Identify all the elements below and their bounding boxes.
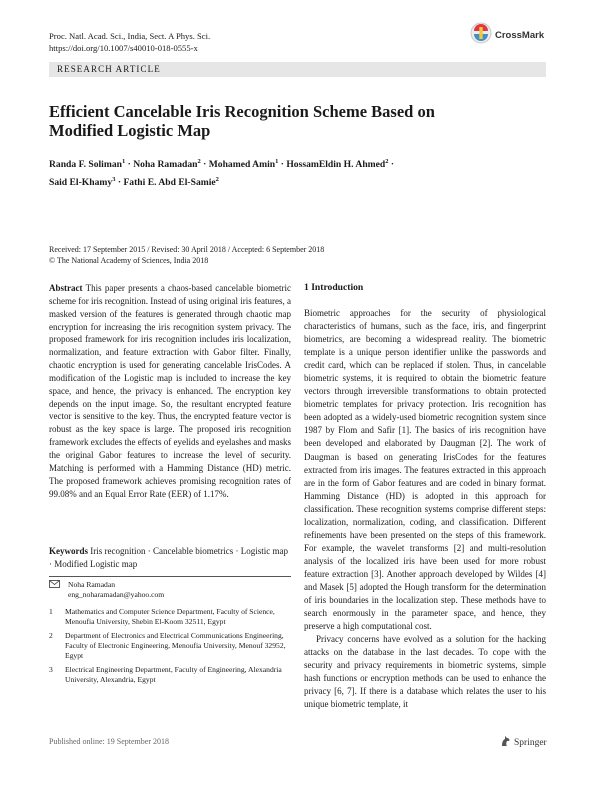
- copyright-line: © The National Academy of Sciences, India 2018: [49, 255, 209, 265]
- author-affiliation-number: 2: [385, 158, 389, 165]
- crossmark-label: CrossMark: [495, 30, 545, 41]
- affiliations: [49, 607, 291, 689]
- affiliation-number: 3: [49, 665, 53, 674]
- journal-header: [49, 30, 210, 54]
- affiliation-text: Mathematics and Computer Science Department, Faculty of Science, Menoufia University, Shebin El-Koom 32511, Egypt: [65, 607, 275, 626]
- corresponding-email[interactable]: eng_noharamadan@yahoo.com: [68, 590, 165, 599]
- springer-horse-icon: [500, 734, 511, 752]
- doi-link[interactable]: https://doi.org/10.1007/s40010-018-0555-x: [49, 43, 198, 53]
- article-type-label: RESEARCH ARTICLE: [57, 64, 161, 74]
- footnote-divider: [49, 576, 291, 577]
- affiliation-number: 1: [49, 607, 53, 616]
- affiliation-item: [49, 665, 291, 685]
- affiliation-text: Department of Electronics and Electrical Communications Engineering, Faculty of Electronic Engineering, Menoufia University, Menouf 32952, Egypt: [65, 631, 286, 660]
- affiliation-item: [49, 607, 291, 627]
- correspondence: [49, 580, 164, 600]
- author-name[interactable]: Mohamed Amin: [208, 159, 276, 171]
- author-name[interactable]: Randa F. Soliman: [49, 159, 122, 171]
- author-affiliation-number: 1: [275, 158, 279, 165]
- crossmark-icon: [470, 22, 492, 49]
- received-revised-accepted: Received: 17 September 2015 / Revised: 30 April 2018 / Accepted: 6 September 2018: [49, 245, 325, 254]
- author-affiliation-number: 3: [112, 176, 116, 184]
- abstract-text: This paper presents a chaos-based cancelable biometric scheme for iris recognition. Instead of using original iris features, a masked version of the features is generated through chaotic map encryption for increasing the iris recognition system privacy. The proposed framework for iris recognition includes iris localization, normalization, and feature extraction with Gabor filter. Finally, chaotic encryption is used for generating cancelable IrisCodes. A modification of the Logistic map is included to increase the key space, and hence, the privacy is enhanced. The encryption key depends on the input image. So, the resultant encrypted feature vector is sensitive to the key. Thus, the encrypted feature vector is robust as the key space is large. The proposed iris recognition framework excludes the effects of eyelids and eyelashes and masks the original Gabor features to increase the level of security. Matching is performed with a Hamming Distance (HD) metric. The proposed framework achieves promising recognition rates of 99.08% and an Equal Error Rate (EER) of 1.17%.: [49, 283, 291, 499]
- publisher-name: Springer: [514, 738, 547, 748]
- keywords-label: Keywords: [49, 546, 88, 556]
- intro-paragraph-1: Biometric approaches for the security of physiological characteristics of humans, such as the face, iris, and fingerprint biometrics, are becoming a widespread reality. The biometric template is a unique person identifier unlike the passwords and credit card, which can be replaced if stolen. Thus, in cancelable biometric systems, it is required to obtain the biometric feature vectors through irreversible transformations to obtain protected biometric templates for privacy protection. Iris recognition has been adopted as a widely-used biometric recognition system since 1987 by Flom and Safir [1]. The basics of iris recognition have been developed and elaborated by Daugman [2]. The work of Daugman is based on generating IrisCodes for the features extracted from iris images. The features extracted in this approach are in the form of Gabor features and are coded in binary format. Hamming Distance (HD) is adopted in this approach for classification. These recognition systems comprise different steps: localization, normalization, coding, and classification. Different refinements have been presented on the steps of this framework. For example, the wavelet transforms [2] and multi-resolution analysis of the localized iris have been used for more robust feature extraction [3]. Another approach developed by Wildes [4] and Masek [5] adopted the Hough transform for the determination of iris boundaries in the localization step. These methods have to search enormously in the parameter space, and hence, they preserve a high computational cost.: [304, 308, 546, 632]
- affiliation-text: Electrical Engineering Department, Faculty of Engineering, Alexandria University, Alexandria, Egypt: [65, 665, 282, 684]
- author-affiliation-number: 1: [121, 158, 126, 165]
- author-name[interactable]: Noha Ramadan: [133, 159, 198, 171]
- paper-title: Efficient Cancelable Iris Recognition Scheme Based on Modified Logistic Map: [49, 102, 435, 140]
- history-dates: [49, 245, 324, 266]
- abstract-label: Abstract: [49, 283, 83, 293]
- author-name[interactable]: HossamEldin H. Ahmed: [286, 159, 386, 171]
- author-affiliation-number: 2: [215, 176, 219, 184]
- affiliation-number: 2: [49, 631, 53, 640]
- introduction-body: [304, 307, 546, 711]
- published-online: Published online: 19 September 2018: [49, 737, 169, 746]
- author-name[interactable]: Said El-Khamy: [49, 177, 113, 189]
- intro-paragraph-2: Privacy concerns have evolved as a solution for the hacking attacks on the database in the last decades. To cope with the security and privacy requirements in biometric systems, simple hash functions or encryption methods can be used to enhance the privacy [6, 7]. If there is a database which relates the user to his unique biometric template, it: [304, 634, 546, 710]
- publisher-logo: [500, 734, 547, 752]
- affiliation-item: [49, 631, 291, 661]
- abstract: [49, 282, 291, 500]
- envelope-icon: [49, 580, 60, 600]
- article-type-banner: [49, 62, 546, 77]
- keywords-text: Iris recognition · Cancelable biometrics · Logistic map · Modified Logistic map: [49, 546, 288, 569]
- section-heading-introduction: 1 Introduction: [304, 282, 364, 293]
- corresponding-author: Noha Ramadan: [68, 580, 116, 589]
- author-list: Randa F. Soliman$^1$ · Noha Ramadan$^2$ · Mohamed Amin$^1$ · HossamEldin H. Ahmed$^2$ · Said El-Khamy$^3$ · Fathi E. Abd El-Samie$^2$: [49, 158, 395, 189]
- author-affiliation-number: 2: [197, 158, 201, 165]
- keywords: [49, 545, 291, 571]
- crossmark-badge[interactable]: [470, 22, 544, 49]
- author-name[interactable]: Fathi E. Abd El-Samie: [123, 177, 216, 189]
- journal-citation: Proc. Natl. Acad. Sci., India, Sect. A Phys. Sci.: [49, 31, 211, 41]
